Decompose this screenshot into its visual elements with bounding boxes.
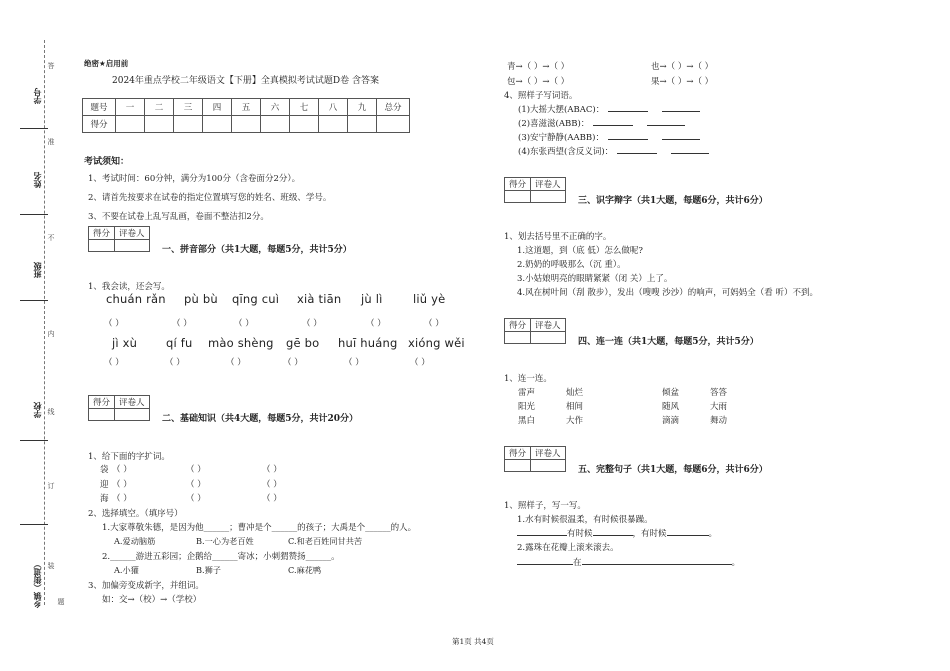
s3-q: 1、划去括号里不正确的字。 (504, 232, 612, 242)
rt-q4-item-4 (518, 145, 709, 157)
grader-score-label: 得分 (89, 227, 115, 240)
pinyin-5: jù lì (361, 292, 383, 306)
s4-col2-1: 灿烂 (566, 388, 584, 398)
notice-title: 考试须知： (84, 157, 130, 167)
pinyin-7: jì xù (112, 336, 138, 350)
pinyin-answer-7: （ ） (104, 358, 124, 368)
score-cell (348, 116, 377, 133)
answer-line (671, 145, 709, 154)
pinyin-1: chuán rǎn (106, 292, 166, 306)
score-row-label: 得分 (83, 116, 116, 133)
pinyin-6: liǔ yè (413, 292, 446, 306)
s2-q2-opt: C.麻花鸭 (288, 565, 322, 575)
s3-item-2: 2.奶奶的呼吸那么（沉 重）。 (517, 260, 626, 270)
s4-col3-3: 滴滴 (662, 416, 680, 426)
section1-question: 1、我会读，还会写。 (88, 282, 170, 292)
rt-q4: 4、照样子写词语。 (504, 91, 578, 101)
grader-reviewer-label: 评卷人 (531, 447, 566, 460)
answer-line (647, 117, 685, 126)
score-cell (145, 116, 174, 133)
pinyin-12: xióng wěi (408, 336, 465, 350)
grader-reviewer-label: 评卷人 (115, 227, 150, 240)
binding-label-xingming: 姓名 (33, 172, 42, 188)
binding-line-4 (20, 440, 48, 441)
grader-cell (531, 191, 566, 203)
score-header-cell: 八 (319, 99, 348, 116)
grader-box-4 (504, 318, 566, 344)
score-cell (203, 116, 232, 133)
grader-reviewer-label: 评卷人 (531, 319, 566, 332)
s2-q2-opt: A.爱动脑筋 (114, 536, 156, 546)
binding-label-banji: 班级 (33, 262, 42, 278)
binding-label-xuexiao: 学校 (33, 402, 42, 418)
answer-line (593, 117, 633, 126)
score-cell (261, 116, 290, 133)
rt-q4-item-label: (4)东张西望(含反义词)： (518, 147, 614, 157)
s2-q2-opt: A.小獾 (114, 565, 139, 575)
rt-q4-item-1 (518, 103, 700, 115)
s5-fill-period: 。 (731, 558, 741, 568)
secret-label: 绝密★启用前 (84, 59, 129, 68)
score-table (82, 98, 410, 133)
score-header-cell: 九 (348, 99, 377, 116)
answer-line (517, 556, 573, 565)
score-cell (290, 116, 319, 133)
answer-line (662, 131, 700, 140)
score-header-cell: 二 (145, 99, 174, 116)
cut-mark-nei: 内 (47, 330, 55, 337)
grader-cell (505, 191, 531, 203)
s2-q1-blank: （ ） (112, 465, 132, 475)
rt-q4-item-label: (3)安宁静静(AABB)： (518, 133, 604, 143)
answer-line (608, 131, 648, 140)
s2-q3: 3、加偏旁变成新字，并组词。 (88, 581, 204, 591)
s4-col2-3: 大作 (566, 416, 584, 426)
s5-item-1: 1.水有时候很温柔，有时候很暴躁。 (517, 515, 653, 525)
grader-box-5 (504, 446, 566, 472)
grader-box-3 (504, 177, 566, 203)
s4-col3-1: 倾盆 (662, 388, 680, 398)
pinyin-answer-5: （ ） (366, 319, 386, 329)
score-header-cell: 一 (116, 99, 145, 116)
s5-fill-text-b: ，有时候 (632, 529, 667, 539)
score-cell (174, 116, 203, 133)
rt-row1-a: 青→（ ）→（ ） (507, 62, 570, 72)
grader-cell (89, 240, 115, 252)
rt-q4-item-label: (2)喜滋滋(ABB)： (518, 119, 590, 129)
grader-cell (115, 409, 150, 421)
s2-q3-example: 如：交→（校）→（学校） (102, 595, 202, 605)
score-header-cell: 题号 (83, 99, 116, 116)
binding-line-2 (20, 214, 48, 215)
answer-line (667, 527, 709, 536)
score-cell (116, 116, 145, 133)
score-header-cell: 六 (261, 99, 290, 116)
pinyin-answer-10: （ ） (283, 358, 303, 368)
s2-q2-opt: B.狮子 (196, 565, 221, 575)
cut-mark-bu: 不 (47, 234, 55, 241)
s5-fill-text-a: 有时候 (567, 529, 593, 539)
notice-item-3: 3、不要在试卷上乱写乱画，卷面不整洁扣2分。 (88, 212, 269, 222)
rt-q4-item-2 (518, 117, 685, 129)
s2-q1-blank: （ ） (262, 480, 282, 490)
s4-col1-2: 阳光 (518, 402, 536, 412)
pinyin-4: xià tiān (297, 292, 342, 306)
pinyin-answer-1: （ ） (104, 319, 124, 329)
grader-score-label: 得分 (89, 396, 115, 409)
cut-mark-zhun: 准 (47, 138, 55, 145)
cut-mark-zhuang: 装 (47, 562, 55, 569)
s3-item-4: 4.风在树叶间（刮 散步），发出（嗖嗖 沙沙）的响声，可妈妈全（看 听）不到。 (517, 288, 818, 298)
s5-fill-text-c: 在 (573, 558, 582, 568)
s2-q1: 1、给下面的字扩词。 (88, 452, 170, 462)
page-number: 第1页 共4页 (452, 637, 494, 646)
cut-mark-xian: 线 (47, 408, 55, 415)
s4-col4-3: 舞动 (710, 416, 728, 426)
answer-line (608, 103, 648, 112)
rt-row2-b: 果→（ ）→（ ） (651, 77, 714, 87)
pinyin-2: pù bù (184, 292, 218, 306)
grader-cell (531, 332, 566, 344)
score-header-cell: 三 (174, 99, 203, 116)
grader-cell (505, 460, 531, 472)
s4-col4-1: 答答 (710, 388, 728, 398)
grader-score-label: 得分 (505, 178, 531, 191)
s2-q1-blank: （ ） (262, 494, 282, 504)
score-header-cell: 总分 (377, 99, 410, 116)
grader-score-label: 得分 (505, 447, 531, 460)
s2-q1-char-1: 袋 (100, 465, 109, 475)
pinyin-answer-8: （ ） (165, 358, 185, 368)
cut-mark-ding: 订 (47, 482, 55, 489)
s5-item-1-fill (517, 527, 717, 539)
cut-mark-ti: 题 (57, 598, 65, 605)
pinyin-answer-6: （ ） (424, 319, 444, 329)
s3-item-3: 3.小姑娘明亮的眼睛紧紧（闭 关）上了。 (517, 274, 673, 284)
pinyin-3: qīng cuì (232, 292, 280, 306)
score-header-cell: 四 (203, 99, 232, 116)
score-cell (232, 116, 261, 133)
rt-q4-item-label: (1)大摇大摆(ABAC)： (518, 105, 605, 115)
section4-title: 四、连一连（共1大题，每题5分，共计5分） (578, 337, 759, 347)
grader-cell (531, 460, 566, 472)
section2-title: 二、基础知识（共4大题，每题5分，共计20分） (162, 414, 359, 424)
score-header-cell: 五 (232, 99, 261, 116)
answer-line (593, 527, 633, 536)
s2-q1-char-3: 海 (100, 494, 109, 504)
rt-q4-item-3 (518, 131, 700, 143)
grader-cell (115, 240, 150, 252)
section5-title: 五、完整句子（共1大题，每题6分，共计6分） (578, 465, 768, 475)
score-table-score-row (83, 116, 410, 133)
answer-line (517, 527, 567, 536)
s4-col2-2: 相间 (566, 402, 584, 412)
score-table-header-row (83, 99, 410, 116)
binding-line-3 (20, 300, 48, 301)
binding-line-1 (20, 128, 48, 129)
s2-q2-line1: 1.大家尊敬朱德，是因为他______；曹冲是个______的孩子；大禹是个______的人。 (102, 523, 417, 533)
cut-mark-da: 答 (47, 62, 55, 69)
s4-q: 1、连一连。 (504, 374, 552, 384)
binding-label-xiangzhen: 乡镇（街道） (33, 560, 42, 608)
grader-box-1 (88, 226, 150, 252)
s5-item-2: 2.露珠在花瓣上滚来滚去。 (517, 543, 619, 553)
section3-title: 三、识字辩字（共1大题，每题6分，共计6分） (578, 196, 768, 206)
pinyin-answer-4: （ ） (302, 319, 322, 329)
s4-col3-2: 随风 (662, 402, 680, 412)
rt-row2-a: 包→（ ）→（ ） (507, 77, 570, 87)
s2-q1-blank: （ ） (262, 465, 282, 475)
s4-col4-2: 大雨 (710, 402, 728, 412)
notice-item-2: 2、请首先按要求在试卷的指定位置填写您的姓名、班级、学号。 (88, 193, 332, 203)
answer-line (662, 103, 700, 112)
s2-q1-blank: （ ） (112, 480, 132, 490)
s2-q1-blank: （ ） (112, 494, 132, 504)
pinyin-answer-11: （ ） (344, 358, 364, 368)
pinyin-answer-9: （ ） (226, 358, 246, 368)
s2-q2-opt: C.和老百姓同甘共苦 (288, 536, 363, 546)
answer-line (582, 556, 732, 565)
grader-cell (505, 332, 531, 344)
s3-item-1: 1.这道题，到（底 低）怎么做呢? (517, 246, 643, 256)
s2-q1-blank: （ ） (186, 480, 206, 490)
notice-item-1: 1、考试时间：60分钟，满分为100分（含卷面分2分）。 (88, 174, 301, 184)
s2-q1-char-2: 迎 (100, 480, 109, 490)
s5-item-2-fill (517, 556, 740, 568)
grader-reviewer-label: 评卷人 (115, 396, 150, 409)
pinyin-answer-2: （ ） (172, 319, 192, 329)
section1-title: 一、拼音部分（共1大题，每题5分，共计5分） (162, 245, 352, 255)
s4-col1-1: 雷声 (518, 388, 536, 398)
grader-score-label: 得分 (505, 319, 531, 332)
page-title: 2024年重点学校二年级语文【下册】全真模拟考试试题D卷 含答案 (112, 76, 379, 86)
grader-box-2 (88, 395, 150, 421)
pinyin-9: mào shèng (208, 336, 274, 350)
pinyin-answer-12: （ ） (410, 358, 430, 368)
s5-q: 1、照样子，写一写。 (504, 501, 586, 511)
rt-row1-b: 也→（ ）→（ ） (651, 62, 714, 72)
binding-label-xuehao: 学号 (33, 88, 42, 104)
grader-cell (89, 409, 115, 421)
binding-dashed-line (44, 40, 45, 605)
s2-q2-opt: B.一心为老百姓 (196, 536, 254, 546)
score-cell (319, 116, 348, 133)
s2-q2: 2、选择填空。（填序号） (88, 509, 183, 519)
score-cell (377, 116, 410, 133)
s2-q1-blank: （ ） (186, 494, 206, 504)
pinyin-10: gē bo (286, 336, 320, 350)
s5-fill-period: 。 (708, 529, 718, 539)
answer-line (617, 145, 657, 154)
s4-col1-3: 黑白 (518, 416, 536, 426)
binding-line-5 (20, 524, 48, 525)
pinyin-answer-3: （ ） (234, 319, 254, 329)
s2-q1-blank: （ ） (186, 465, 206, 475)
grader-reviewer-label: 评卷人 (531, 178, 566, 191)
pinyin-8: qí fu (166, 336, 193, 350)
score-header-cell: 七 (290, 99, 319, 116)
s2-q2-line2: 2.______游进五彩园；企鹅给______寄冰；小刺猬赞扬______。 (102, 552, 340, 562)
pinyin-11: huī huáng (338, 336, 398, 350)
